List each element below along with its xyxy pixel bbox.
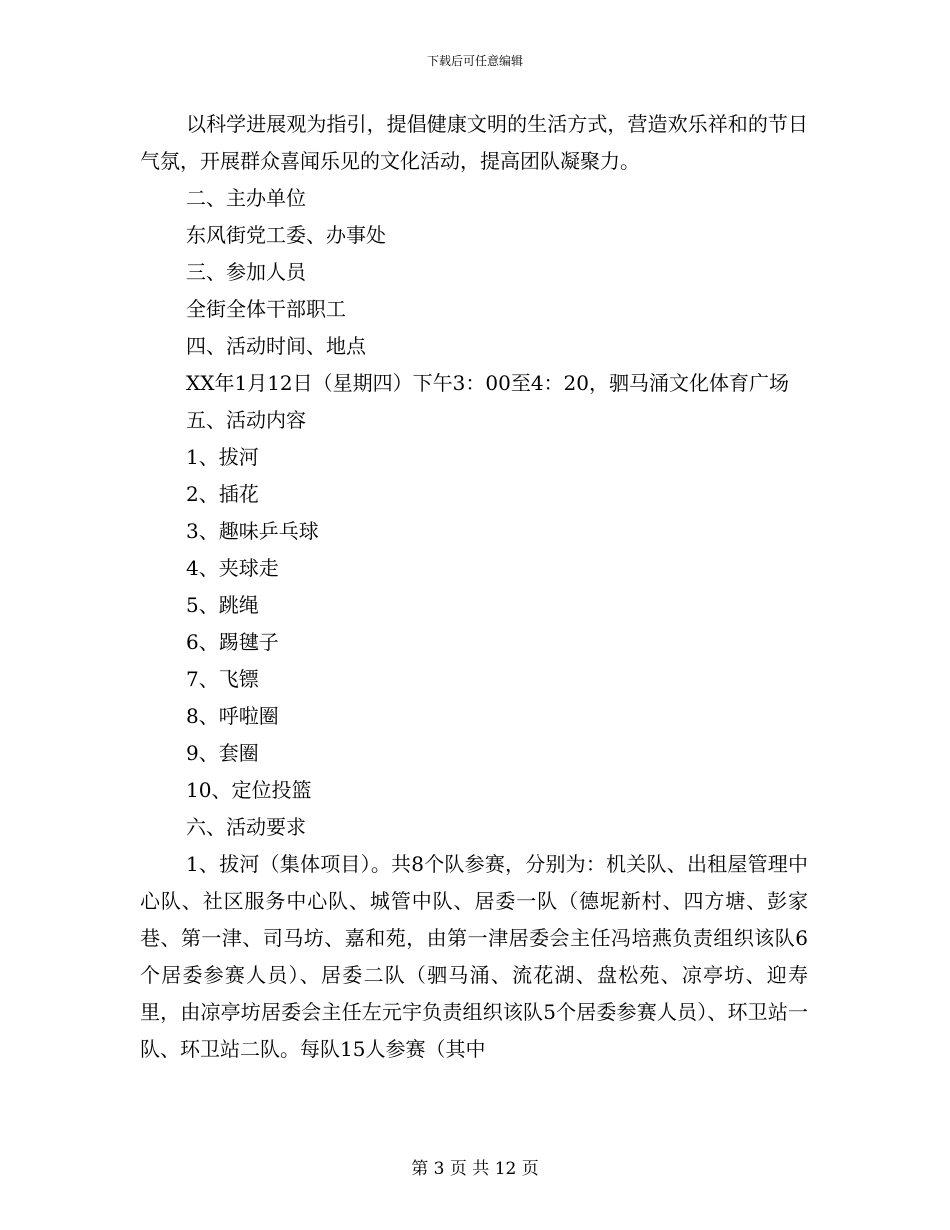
list-item: 5、跳绳 <box>186 593 259 617</box>
document-body <box>140 106 808 1068</box>
time-place-value: XX年1月12日（星期四）下午3：00至4：20，驷马涌文化体育广场 <box>186 371 789 395</box>
organizer-value: 东风街党工委、办事处 <box>186 223 386 247</box>
heading-time-place: 四、活动时间、地点 <box>186 334 366 358</box>
list-item: 3、趣味乒乓球 <box>186 519 319 543</box>
page-header: 下载后可任意编辑 <box>426 54 523 68</box>
heading-activities: 五、活动内容 <box>186 408 306 432</box>
heading-requirements: 六、活动要求 <box>186 815 306 839</box>
list-item: 9、套圈 <box>186 741 259 765</box>
heading-organizer: 二、主办单位 <box>186 186 306 210</box>
requirement-tug-of-war: 1、拔河（集体项目）。共8个队参赛，分别为：机关队、出租屋管理中心队、社区服务中心队、城管中队、居委一队（德坭新村、四方塘、彭家巷、第一津、司马坊、嘉和苑，由第一津居委会主任冯培燕负责组织该队6个居委参赛人员）、居委二队（驷马涌、流花湖、盘松苑、凉亭坊、迎寿里，由凉亭坊居委会主任左元宇负责组织该队5个居委参赛人员）、环卫站一队、环卫站二队。每队15人参赛（其中 <box>140 852 808 1061</box>
page-footer: 第 3 页 共 12 页 <box>411 1159 539 1179</box>
list-item: 1、拔河 <box>186 445 259 469</box>
list-item: 8、呼啦圈 <box>186 704 279 728</box>
list-item: 2、插花 <box>186 482 259 506</box>
list-item: 10、定位投篮 <box>186 778 312 802</box>
participants-value: 全街全体干部职工 <box>186 297 346 321</box>
list-item: 6、踢毽子 <box>186 630 279 654</box>
paragraph-guiding-principle: 以科学进展观为指引，提倡健康文明的生活方式，营造欢乐祥和的节日气氛，开展群众喜闻乐见的文化活动，提高团队凝聚力。 <box>140 112 808 173</box>
list-item: 4、夹球走 <box>186 556 279 580</box>
heading-participants: 三、参加人员 <box>186 260 306 284</box>
list-item: 7、飞镖 <box>186 667 259 691</box>
